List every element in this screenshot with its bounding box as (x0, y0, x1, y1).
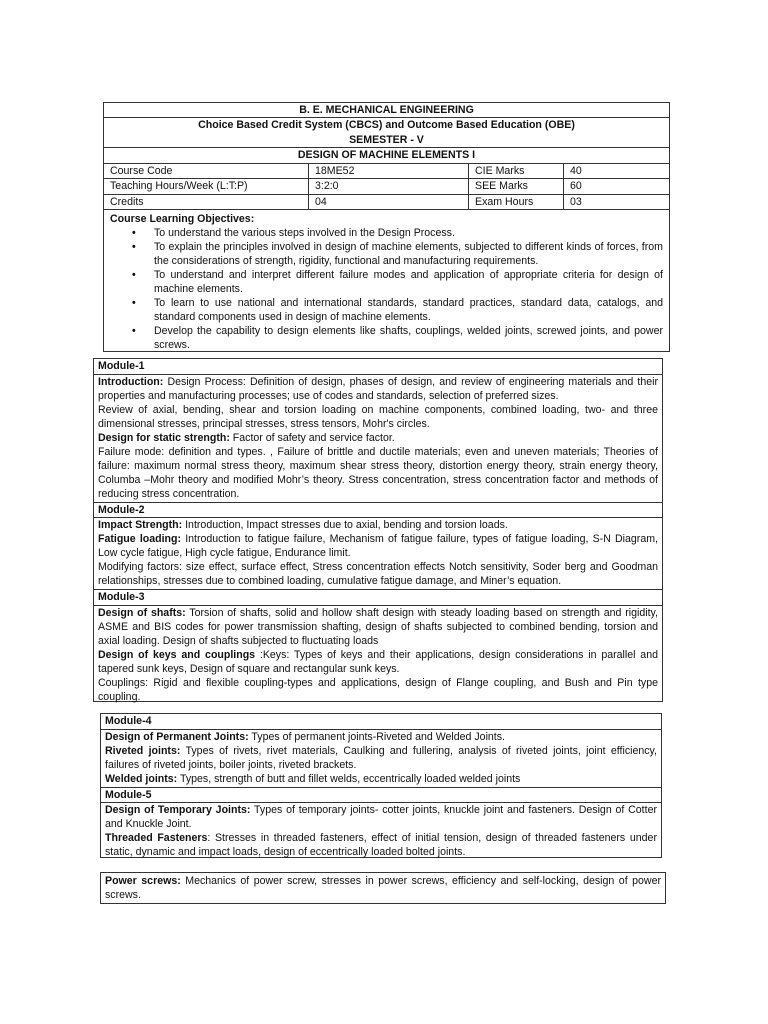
learning-objectives (104, 210, 669, 352)
course-title: DESIGN OF MACHINE ELEMENTS I (104, 148, 669, 163)
module-paragraph: Design of Permanent Joints: Types of permanent joints-Riveted and Welded Joints. (105, 730, 505, 743)
module-paragraph: Introduction: Design Process: Definition of design, phases of design, and review of engineering materials and their properties and manufacturing processes; use of codes and standards, selection of preferred sizes. (98, 375, 658, 402)
exam-hours-value: 03 (564, 195, 669, 211)
module-4-title: Module-4 (101, 714, 661, 730)
module-4-body (101, 730, 661, 788)
module-paragraph: Riveted joints: Types of rivets, rivet materials, Caulking and fullering, analysis of riveted joints, joint efficiency, failures of riveted joints, boiler joints, riveted brackets. (105, 744, 657, 771)
cie-marks-value: 40 (564, 164, 669, 180)
exam-hours-label: Exam Hours (469, 195, 564, 211)
semester-title: SEMESTER - V (104, 133, 669, 148)
module-1-body (94, 375, 662, 503)
power-screws-paragraph: Power screws: Mechanics of power screw, stresses in power screws, efficiency and self-locking, design of power screws. (105, 875, 661, 901)
module-paragraph: Design of keys and couplings :Keys: Types of keys and their applications, design considerations in parallel and tapered sunk keys, Design of square and rectangular sunk keys. (98, 648, 658, 675)
course-code-label: Course Code (104, 164, 309, 180)
module-paragraph: Couplings: Rigid and flexible coupling-types and applications, design of Flange coupling, and Bush and Pin type coupling. (98, 676, 658, 703)
module-1-title: Module-1 (94, 359, 662, 375)
module-2-title: Module-2 (94, 503, 662, 519)
cie-marks-label: CIE Marks (469, 164, 564, 180)
course-code-value: 18ME52 (309, 164, 469, 180)
module-3-title: Module-3 (94, 590, 662, 606)
power-screws-box (100, 872, 666, 904)
course-info-table (104, 164, 669, 211)
module-paragraph: Design of Temporary Joints: Types of temporary joints- cotter joints, knuckle joint and fasteners. Design of Cotter and Knuckle Joint. (105, 804, 657, 830)
module-paragraph: Review of axial, bending, shear and torsion loading on machine components, combined loading, two- and three dimensional stresses, principal stresses, stress tensors, Mohr's circles. (98, 403, 658, 430)
module-5-title: Module-5 (101, 788, 661, 804)
credits-value: 04 (309, 195, 469, 211)
objective-item: • To understand the various steps involved in the Design Process. (154, 226, 663, 240)
module-paragraph: Impact Strength: Introduction, Impact stresses due to axial, bending and torsion loads. (98, 519, 508, 531)
module-paragraph: Threaded Fasteners: Stresses in threaded fasteners, effect of initial tension, design of threaded fasteners under static, dynamic and impact loads, design of eccentrically loaded bolted joints. (105, 832, 657, 858)
scheme-title: Choice Based Credit System (CBCS) and Outcome Based Education (OBE) (198, 119, 575, 132)
teaching-hours-label: Teaching Hours/Week (L:T:P) (104, 179, 309, 195)
course-header-box (103, 102, 670, 352)
module-paragraph: Modifying factors: size effect, surface effect, Stress concentration effects Notch sensitivity, Soder berg and Goodman relationships, stresses due to combined loading, cumulative fatigue damage, and Miner’s equation. (98, 561, 658, 587)
objective-item: • To understand and interpret different failure modes and application of appropriate criteria for design of machine elements. (154, 268, 663, 296)
module-paragraph: Design of shafts: Torsion of shafts, solid and hollow shaft design with steady loading based on strength and rigidity, ASME and BIS codes for power transmission shafting, design of shafts subjected to combined bending, torsion and axial loading. Design of shafts subjected to fluctuating loads (98, 606, 658, 647)
program-title: B. E. MECHANICAL ENGINEERING (104, 103, 669, 118)
credits-label: Credits (104, 195, 309, 211)
objective-item: • Develop the capability to design elements like shafts, couplings, welded joints, screwed joints, and power screws. (154, 324, 663, 352)
objective-item: • To learn to use national and international standards, standard practices, standard data, catalogs, and standard components used in design of machine elements. (154, 296, 663, 324)
teaching-hours-value: 3:2:0 (309, 179, 469, 195)
module-5-body (101, 803, 661, 860)
modules-4-5-box (100, 713, 662, 858)
modules-1-3-box (93, 358, 663, 702)
see-marks-value: 60 (564, 179, 669, 195)
objectives-list (110, 226, 663, 352)
module-paragraph: Fatigue loading: Introduction to fatigue failure, Mechanism of fatigue failure, types of fatigue loading, S-N Diagram, Low cycle fatigue, High cycle fatigue, Endurance limit. (98, 533, 658, 559)
see-marks-label: SEE Marks (469, 179, 564, 195)
module-3-body (94, 606, 662, 705)
module-paragraph: Failure mode: definition and types. , Failure of brittle and ductile materials; even and uneven materials; Theories of failure: maximum normal stress theory, maximum shear stress theory, distortion energy theory, strain energy theory, Columba –Mohr theory and modified Mohr’s theory. Stress concentration, stress concentration factor and methods of reducing stress concentration. (98, 445, 658, 500)
module-paragraph: Design for static strength: Factor of safety and service factor. (98, 431, 395, 444)
module-2-body (94, 518, 662, 590)
objectives-title: Course Learning Objectives: (110, 213, 255, 226)
objective-item: • To explain the principles involved in design of machine elements, subjected to different kinds of forces, from the considerations of strength, rigidity, functional and manufacturing requirements. (154, 240, 663, 268)
module-paragraph: Welded joints: Types, strength of butt and fillet welds, eccentrically loaded welded joints (105, 772, 521, 785)
